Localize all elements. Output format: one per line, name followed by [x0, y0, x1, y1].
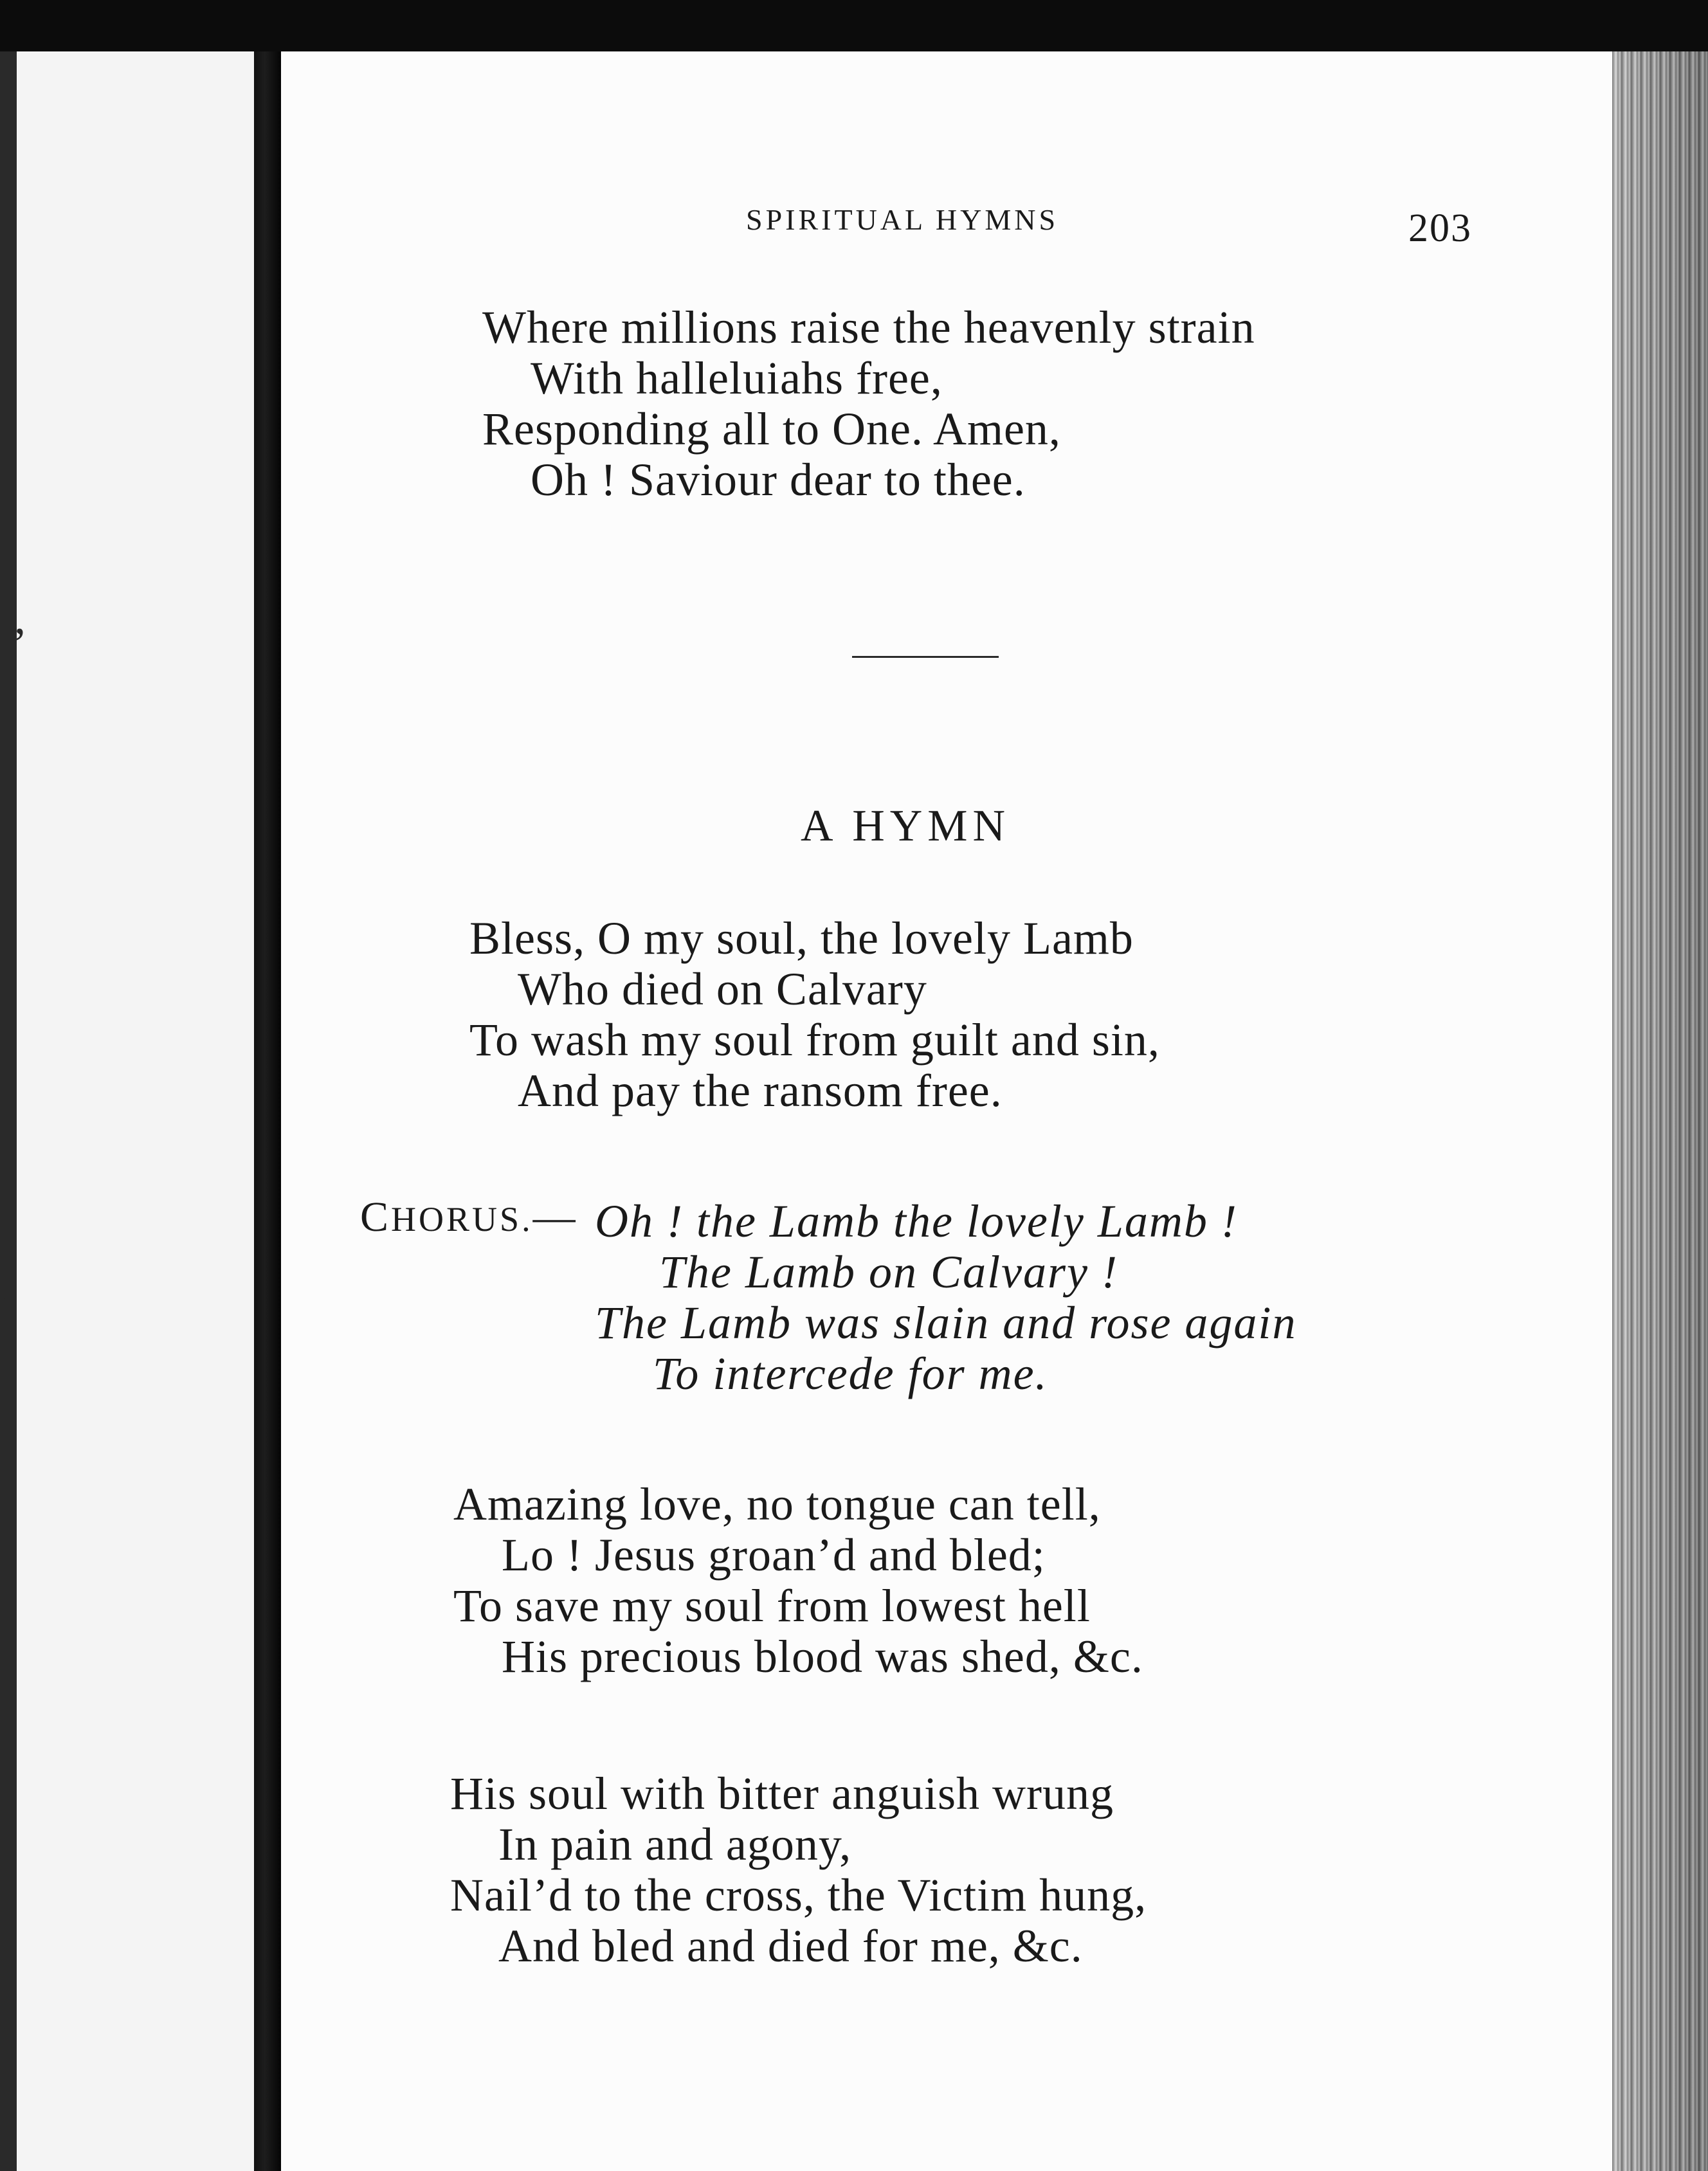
verse-line: And pay the ransom free. [518, 1065, 1003, 1116]
chorus-lines [595, 1196, 1296, 1399]
verse-line: Oh ! Saviour dear to thee. [531, 454, 1026, 505]
chorus-line: The Lamb on Calvary ! [659, 1246, 1118, 1298]
running-head: SPIRITUAL HYMNS [746, 203, 1059, 236]
verse-line: In pain and agony, [498, 1819, 852, 1870]
verse-line: To save my soul from lowest hell [453, 1580, 1091, 1631]
chorus-line: The Lamb was slain and rose again [595, 1297, 1297, 1349]
verse-line: His precious blood was shed, &c. [502, 1631, 1143, 1682]
verse-line: Lo ! Jesus groan’d and bled; [502, 1529, 1046, 1581]
scan-top-border [0, 0, 1708, 51]
page-number: 203 [1408, 206, 1472, 250]
verse-line: And bled and died for me, &c. [498, 1920, 1083, 1972]
book-gutter [254, 51, 281, 2171]
hymn-title: A HYMN [801, 801, 1011, 851]
verse-3 [450, 1768, 1147, 1972]
verse-line: His soul with bitter anguish wrung [450, 1768, 1114, 1819]
chorus-line: To intercede for me. [653, 1348, 1048, 1399]
verse-line: Nail’d to the cross, the Victim hung, [450, 1869, 1147, 1921]
verse-line: With halleluiahs free, [531, 352, 943, 404]
verse-line: Where millions raise the heavenly strain [482, 302, 1255, 353]
chorus-dash: — [532, 1194, 578, 1240]
verse-line: Bless, O my soul, the lovely Lamb [469, 913, 1134, 964]
chorus-label-initial: C [360, 1194, 392, 1240]
verse-line: Responding all to One. Amen, [482, 403, 1061, 455]
verse-line: Who died on Calvary [518, 963, 927, 1015]
left-page-edge [0, 51, 17, 2171]
chorus-label-rest: HORUS. [391, 1200, 533, 1239]
chorus-line: Oh ! the Lamb the lovely Lamb ! [595, 1195, 1238, 1247]
verse-line: To wash my soul from guilt and sin, [469, 1014, 1160, 1066]
chorus-label [360, 1193, 578, 1242]
verse-2 [453, 1479, 1143, 1682]
left-page [0, 51, 254, 2171]
margin-fragment-2: e [0, 1277, 12, 1306]
verse-1 [469, 913, 1160, 1116]
previous-hymn-stanza [482, 302, 1255, 505]
section-divider [852, 656, 999, 658]
verse-line: Amazing love, no tongue can tell, [453, 1478, 1101, 1530]
margin-fragment-1: l, [1, 592, 26, 644]
page-edges [1612, 51, 1708, 2171]
